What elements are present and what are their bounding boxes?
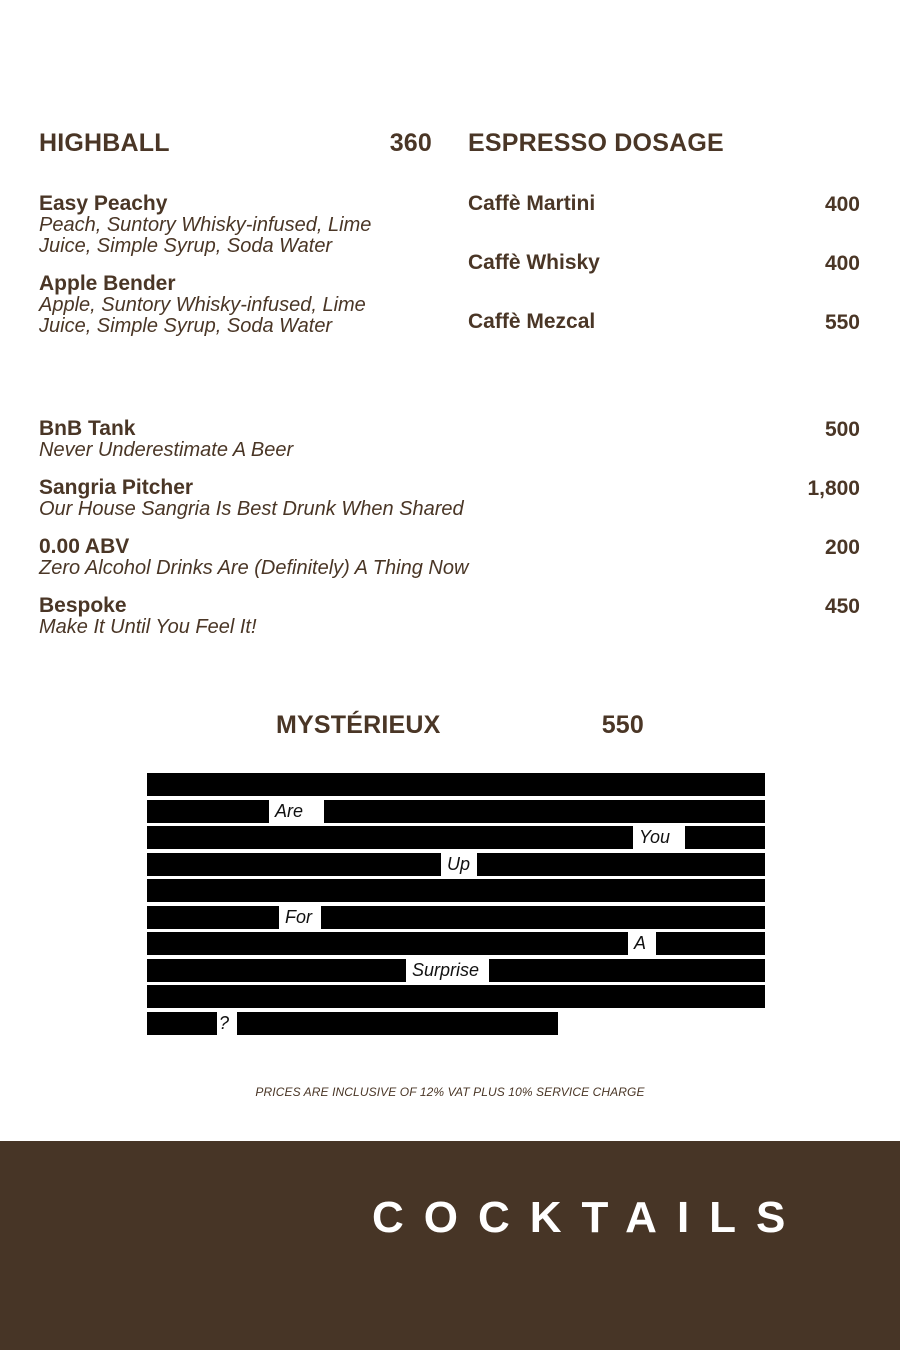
item-description: Zero Alcohol Drinks Are (Definitely) A Thing Now (39, 557, 469, 579)
item-price: 550 (824, 311, 860, 334)
revealed-word: For (279, 906, 321, 929)
item-price: 450 (824, 595, 860, 618)
menu-item-apple-bender (39, 273, 419, 337)
mysterieux-title: MYSTÉRIEUX (276, 711, 441, 739)
item-name: BnB Tank (39, 417, 136, 440)
item-description: Our House Sangria Is Best Drunk When Shared (39, 498, 464, 520)
redacted-text-block (147, 773, 765, 1038)
cocktails-title: COCKTAILS (372, 1193, 806, 1242)
menu-item-caffe-whisky (468, 252, 860, 276)
revealed-word: Surprise (406, 959, 489, 982)
item-name: Bespoke (39, 594, 127, 617)
redacted-line (147, 1012, 558, 1035)
item-price: 400 (824, 193, 860, 216)
item-name: Sangria Pitcher (39, 476, 194, 499)
item-price: 500 (824, 418, 860, 441)
item-name: Easy Peachy (39, 192, 168, 215)
redacted-line (147, 879, 765, 902)
mysterieux-price: 550 (601, 711, 644, 739)
item-name: Caffè Martini (468, 192, 596, 215)
revealed-word: A (628, 932, 656, 955)
redacted-line (147, 985, 765, 1008)
item-description: Apple, Suntory Whisky-infused, Lime Juice, Simple Syrup, Soda Water (39, 294, 366, 337)
menu-item-bnb-tank (39, 418, 860, 464)
footer-band (0, 1141, 900, 1350)
menu-item-easy-peachy (39, 193, 419, 257)
highball-title: HIGHBALL (39, 129, 170, 157)
menu-item-sangria-pitcher (39, 477, 860, 523)
redacted-line (147, 853, 765, 876)
revealed-word: Are (269, 800, 324, 823)
item-name: 0.00 ABV (39, 535, 130, 558)
item-price: 200 (824, 536, 860, 559)
item-name: Apple Bender (39, 272, 176, 295)
item-price: 400 (824, 252, 860, 275)
espresso-dosage-title: ESPRESSO DOSAGE (468, 129, 724, 157)
item-description: Make It Until You Feel It! (39, 616, 257, 638)
highball-price: 360 (389, 129, 432, 157)
redacted-line (147, 773, 765, 796)
item-price: 1,800 (807, 477, 860, 500)
revealed-word: ? (217, 1012, 237, 1035)
redacted-line (147, 932, 765, 955)
menu-item-caffe-martini (468, 193, 860, 217)
item-name: Caffè Mezcal (468, 310, 596, 333)
redacted-line (147, 826, 765, 849)
item-description: Never Underestimate A Beer (39, 439, 294, 461)
price-footnote: PRICES ARE INCLUSIVE OF 12% VAT PLUS 10% SERVICE CHARGE (255, 1085, 645, 1099)
redacted-line (147, 906, 765, 929)
menu-item-zero-abv (39, 536, 860, 582)
redacted-line (147, 800, 765, 823)
item-name: Caffè Whisky (468, 251, 600, 274)
revealed-word: You (633, 826, 685, 849)
revealed-word: Up (441, 853, 477, 876)
redacted-line (147, 959, 765, 982)
menu-item-bespoke (39, 595, 860, 641)
menu-item-caffe-mezcal (468, 311, 860, 335)
item-description: Peach, Suntory Whisky-infused, Lime Juice, Simple Syrup, Soda Water (39, 214, 372, 257)
